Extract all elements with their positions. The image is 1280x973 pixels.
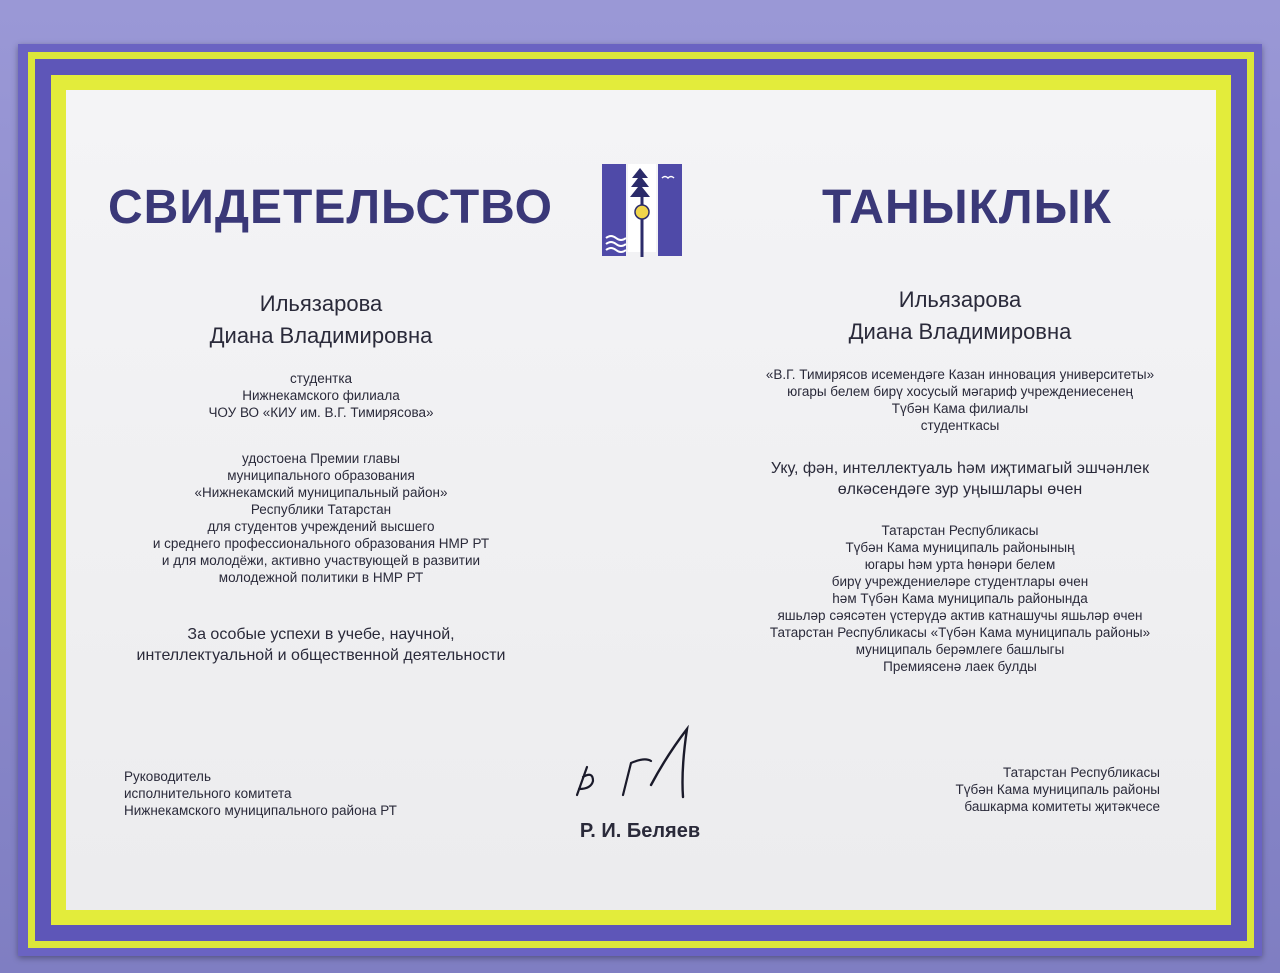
signatory-line: Нижнекамского муниципального района РТ: [124, 803, 397, 818]
recipient-surname: Ильязарова: [898, 287, 1022, 312]
signer-name: Р. И. Беляев: [579, 820, 701, 842]
award-line: и среднего профессионального образования НМР РТ: [152, 536, 490, 551]
award-line: яшьләр сәясәтен үстерүдә актив катнашучы яшьләр өчен: [777, 608, 1143, 623]
award-line: муниципального образования: [227, 468, 415, 483]
award-line: муниципаль берәмлеге башлыгы: [855, 642, 1065, 657]
signatory-line: Руководитель: [124, 769, 211, 784]
recipient-name-tatar: [740, 284, 1180, 348]
award-text-tatar: [740, 522, 1180, 675]
status-line: «В.Г. Тимирясов исемендәге Казан инновация университеты»: [765, 367, 1155, 382]
award-line: «Нижнекамский муниципальный район»: [194, 485, 448, 500]
recipient-surname: Ильязарова: [259, 291, 383, 316]
status-line: студентка: [289, 371, 353, 386]
recipient-given-names: Диана Владимировна: [209, 323, 433, 348]
student-status-russian: [96, 370, 546, 421]
award-line: бирү учреждениеләре студентлары өчен: [831, 574, 1089, 589]
award-line: Татарстан Республикасы «Түбән Кама муниципаль районы»: [769, 625, 1151, 640]
award-line: молодежной политики в НМР РТ: [218, 570, 424, 585]
signatory-line: Татарстан Республикасы: [1003, 765, 1160, 780]
award-reason-tatar: [740, 458, 1180, 500]
signatory-title-russian: [124, 768, 454, 819]
award-line: Республики Татарстан: [250, 502, 392, 517]
signatory-line: исполнительного комитета: [124, 786, 292, 801]
recipient-name-russian: [96, 288, 546, 352]
award-line: удостоена Премии главы: [242, 451, 400, 466]
award-text-russian: [96, 450, 546, 586]
award-line: һәм Түбән Кама муниципаль районында: [832, 591, 1088, 606]
signatory-line: Түбән Кама муниципаль районы: [955, 782, 1160, 797]
award-line: и для молодёжи, активно участвующей в развитии: [161, 553, 481, 568]
reason-line: Уку, фән, интеллектуаль һәм иҗтимагый эшчәнлек: [770, 460, 1150, 477]
title-russian: СВИДЕТЕЛЬСТВО: [108, 181, 553, 234]
reason-line: өлкәсендәге зур уңышлары өчен: [837, 481, 1083, 498]
status-line: Нижнекамского филиала: [242, 388, 400, 403]
award-line: Премиясенә лаек булды: [883, 659, 1037, 674]
status-line: Түбән Кама филиалы: [891, 401, 1029, 416]
award-line: Татарстан Республикасы: [881, 523, 1039, 538]
reason-line: интеллектуальной и общественной деятельности: [136, 647, 506, 664]
nizhnekamsk-coat-of-arms-icon: [600, 160, 684, 260]
title-tatar: ТАНЫКЛЫК: [822, 181, 1112, 234]
status-line: ЧОУ ВО «КИУ им. В.Г. Тимирясова»: [208, 405, 434, 420]
status-line: студенткасы: [920, 418, 1000, 433]
award-line: для студентов учреждений высшего: [207, 519, 435, 534]
signatory-title-tatar: [900, 764, 1160, 815]
reason-line: За особые успехи в учебе, научной,: [187, 626, 455, 643]
award-line: югары һәм урта һөнәри белем: [864, 557, 1056, 572]
signatory-line: башкарма комитеты җитәкчесе: [964, 799, 1160, 814]
status-line: югары белем бирү хосусый мәгариф учреждениесенең: [787, 384, 1133, 399]
handwritten-signature: [565, 725, 725, 805]
award-reason-russian: [96, 624, 546, 666]
recipient-given-names: Диана Владимировна: [848, 319, 1072, 344]
award-line: Түбән Кама муниципаль районының: [845, 540, 1075, 555]
student-status-tatar: [740, 366, 1180, 434]
